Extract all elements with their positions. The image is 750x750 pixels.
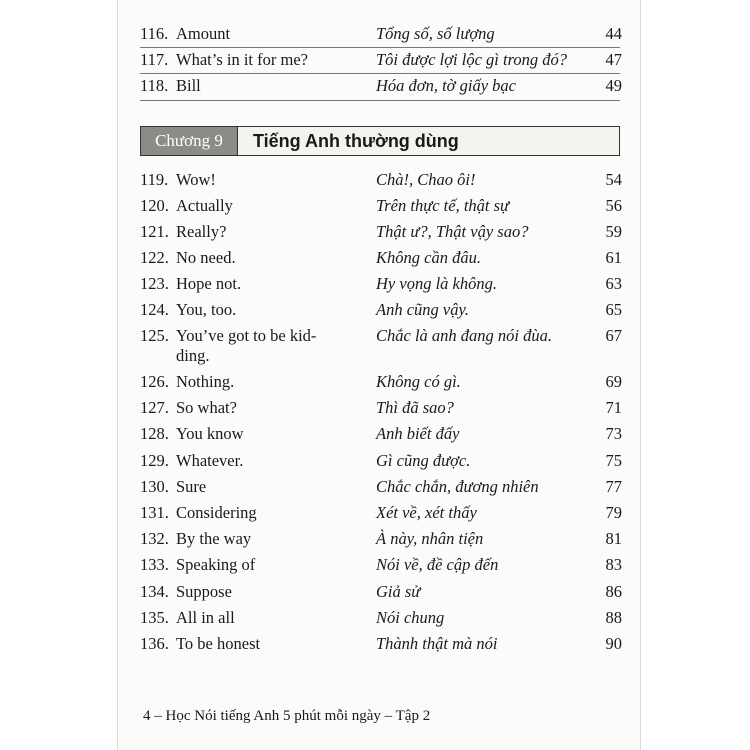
entry-vietnamese: Không cần đâu.	[376, 248, 481, 267]
toc-entry-123	[140, 271, 622, 297]
entry-english: Really?	[176, 222, 227, 241]
toc-entry-117	[140, 47, 622, 73]
chapter-header	[140, 126, 620, 156]
entry-number: 135.	[140, 608, 169, 627]
entry-number: 134.	[140, 582, 169, 601]
entry-page: 83	[605, 555, 622, 574]
entry-vietnamese: Chắc là anh đang nói đùa.	[376, 326, 552, 345]
entry-number: 123.	[140, 274, 169, 293]
toc-entry-124	[140, 297, 622, 323]
entry-vietnamese: Hóa đơn, tờ giấy bạc	[376, 76, 516, 95]
entry-number: 130.	[140, 477, 169, 496]
toc-entry-134	[140, 579, 622, 605]
entry-number: 116.	[140, 24, 169, 43]
entry-page: 47	[605, 50, 622, 69]
entry-english: Sure	[176, 477, 207, 496]
toc-entry-116	[140, 21, 622, 47]
entry-vietnamese: Không có gì.	[376, 372, 461, 391]
toc-entry-121	[140, 219, 622, 245]
entry-vietnamese: Giả sử	[376, 582, 421, 601]
entry-page: 90	[605, 634, 622, 653]
entry-number: 124.	[140, 300, 169, 319]
entry-page: 44	[605, 24, 622, 43]
entry-english: What’s in it for me?	[176, 50, 308, 69]
entry-number: 132.	[140, 529, 169, 548]
toc-entry-122	[140, 245, 622, 271]
entry-english: Hope not.	[176, 274, 242, 293]
entry-page: 59	[605, 222, 622, 241]
entry-page: 61	[605, 248, 622, 267]
toc-entry-118	[140, 73, 622, 99]
toc-entry-129	[140, 448, 622, 474]
entry-vietnamese: Anh biết đấy	[376, 424, 460, 443]
entry-page: 63	[605, 274, 622, 293]
entry-number: 133.	[140, 555, 169, 574]
entry-vietnamese: Tổng số, số lượng	[376, 24, 495, 43]
toc-entry-120	[140, 193, 622, 219]
entry-number: 126.	[140, 372, 169, 391]
entry-number: 122.	[140, 248, 169, 267]
entry-vietnamese: Anh cũng vậy.	[376, 300, 470, 319]
entry-number: 121.	[140, 222, 169, 241]
entry-vietnamese: Hy vọng là không.	[376, 274, 497, 293]
entry-page: 81	[605, 529, 622, 548]
toc-entry-125	[140, 323, 622, 367]
entry-english: Wow!	[176, 170, 216, 189]
toc-entry-131	[140, 500, 622, 526]
entry-english: No need.	[176, 248, 236, 267]
entry-english-continued: ding.	[176, 346, 210, 365]
entry-page: 56	[605, 196, 622, 215]
entry-page: 65	[605, 300, 622, 319]
entry-number: 117.	[140, 50, 169, 69]
entry-english: Nothing.	[176, 372, 235, 391]
entry-vietnamese: Tôi được lợi lộc gì trong đó?	[376, 50, 567, 69]
toc-entry-119	[140, 167, 622, 193]
entry-english: Considering	[176, 503, 257, 522]
entry-page: 54	[605, 170, 622, 189]
entry-vietnamese: Trên thực tế, thật sự	[376, 196, 510, 215]
toc-entry-130	[140, 474, 622, 500]
entry-vietnamese: Nói về, đề cập đến	[376, 555, 499, 574]
entry-vietnamese: Thì đã sao?	[376, 398, 454, 417]
entry-page: 73	[605, 424, 622, 443]
entry-vietnamese: Thành thật mà nói	[376, 634, 498, 653]
toc-entry-132	[140, 526, 622, 552]
entry-number: 136.	[140, 634, 169, 653]
entry-vietnamese: À này, nhân tiện	[376, 529, 484, 548]
entry-number: 120.	[140, 196, 169, 215]
toc-entry-128	[140, 421, 622, 447]
entry-english: You’ve got to be kid-	[176, 326, 317, 345]
chapter-number: Chương 9	[141, 127, 238, 155]
entry-page: 69	[605, 372, 622, 391]
entry-english: Whatever.	[176, 451, 244, 470]
entry-page: 67	[605, 326, 622, 345]
toc-entry-136	[140, 631, 622, 657]
entry-english: Actually	[176, 196, 233, 215]
entry-page: 86	[605, 582, 622, 601]
entry-vietnamese: Thật ư?, Thật vậy sao?	[376, 222, 529, 241]
chapter-title: Tiếng Anh thường dùng	[253, 131, 459, 151]
entry-number: 125.	[140, 326, 169, 345]
entry-vietnamese: Nói chung	[376, 608, 445, 627]
entry-number: 131.	[140, 503, 169, 522]
entry-number: 118.	[140, 76, 169, 95]
entry-vietnamese: Xét về, xét thấy	[376, 503, 477, 522]
entry-number: 128.	[140, 424, 169, 443]
toc-entry-133	[140, 552, 622, 578]
entry-page: 49	[605, 76, 622, 95]
entry-number: 127.	[140, 398, 169, 417]
entry-page: 88	[605, 608, 622, 627]
entry-english: Speaking of	[176, 555, 256, 574]
entry-number: 119.	[140, 170, 169, 189]
entry-english: All in all	[176, 608, 235, 627]
entry-page: 77	[605, 477, 622, 496]
entry-english: So what?	[176, 398, 237, 417]
entry-page: 71	[605, 398, 622, 417]
entry-page: 79	[605, 503, 622, 522]
entry-english: You know	[176, 424, 244, 443]
entry-english: Suppose	[176, 582, 232, 601]
entry-vietnamese: Chắc chắn, đương nhiên	[376, 477, 539, 496]
toc-entry-127	[140, 395, 622, 421]
entry-number: 129.	[140, 451, 169, 470]
entry-page: 75	[605, 451, 622, 470]
entry-english: Bill	[176, 76, 201, 95]
entry-vietnamese: Gì cũng được.	[376, 451, 471, 470]
entry-english: You, too.	[176, 300, 237, 319]
toc-entry-135	[140, 605, 622, 631]
page-footer: 4 – Học Nói tiếng Anh 5 phút mỗi ngày – Tập 2	[143, 708, 431, 724]
entry-vietnamese: Chà!, Chao ôi!	[376, 170, 476, 189]
entry-english: To be honest	[176, 634, 261, 653]
entry-english: By the way	[176, 529, 252, 548]
row-divider	[140, 100, 620, 101]
entry-english: Amount	[176, 24, 231, 43]
toc-entry-126	[140, 369, 622, 395]
